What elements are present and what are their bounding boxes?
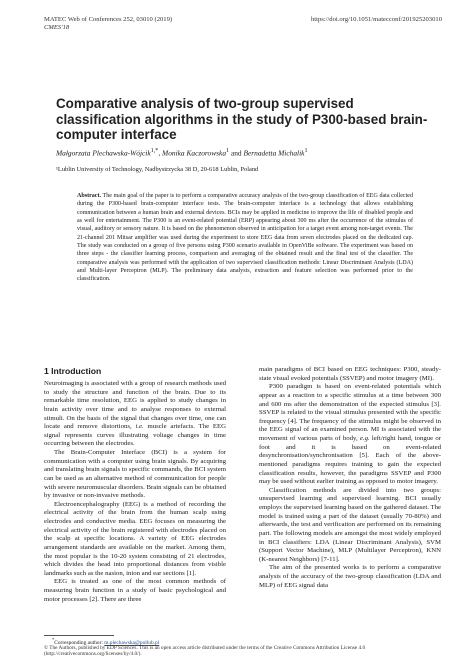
author-separator: and	[229, 148, 244, 158]
author-name: Bernadetta Michalik	[243, 148, 305, 158]
footnote-mark: *	[52, 637, 55, 642]
email-link[interactable]: m.plechawska@pollub.pl	[104, 639, 160, 646]
license-notice	[44, 645, 444, 658]
paragraph: Classification methods are divided into two groups: unsupervised learning and supervised learning. BCI usually employs the supervised learning based on the gathered dataset. The model is trained using a part of the dataset (usually 70-80%) and afterwards, the test and verification are performed on its remaining part. The following models are amongst the most widely employed in BCI classifiers: LDA (Linear Discriminant Analysis), SVM (Support Vector Machine), MLP (Multilayer Perceptron), KNN (K-nearest Neighbors) [7-11].	[259, 486, 441, 563]
abstract	[77, 192, 413, 284]
paragraph	[259, 383, 441, 487]
right-column	[259, 366, 441, 590]
paragraph-text: P300 paradigm is based on event-related potentials which appear as a reaction to a specific stimulus at a time between 300 and 600 ms after the demonstration of the expected stimulus [3]. SSVEP is related to the visual stimulus presented with the specific frequency [4]. The frequency of the stimulus might be observed in the EEG signal of an examined person. MI is associated with the movement of various parts of body,	[259, 383, 441, 442]
left-column	[44, 366, 226, 604]
author-superscript: 1	[304, 148, 308, 154]
author-separator: ,	[158, 148, 163, 158]
author-superscript: 1,*	[150, 148, 159, 154]
abstract-text: The main goal of the paper is to perform a comparative accuracy analysis of the two-group classification of EEG data collected during the P300-based brain-computer interface tests. The brain-computer interface is a technology that allows establishing communication between a human brain and external devices. BCIs may be applied in medicine to improve the life of disabled people and as well for entertainment. The P300 is an event-related potential (ERP) appearing about 300 ms after the occurrence of the stimulus of visual, auditory or sensory nature. It is based on the phenomenon observed in anticipation for a target event among non-target events. The 21-channel 201 Mitsar amplifier was used during the experiment to store EEG data from seven electrodes placed on the dedicated cap. The study was conducted on a group of five persons using P300 scenario available in OpenViBe software. The experiment was based on three steps - the classifier learning process, comparison and averaging of the obtained result and the final test of the classifier. The comparative analysis was performed with the application of two supervised classification methods: Linear Discriminant Analysis (LDA) and Multi-layer Perceptron (MLP). The preliminary data analysis, extraction and feature selection was performed prior to the classification.	[77, 193, 413, 283]
paragraph: The Brain-Computer Interface (BCI) is a system for communication with a computer using brain signals. By acquiring and translating brain signals to specific commands, the BCI system can be used as an alternative method of communication for people with severe neuromuscular disorders. Brain signals can be obtained by invasive or non-invasive methods.	[44, 449, 227, 500]
paper-title: Comparative analysis of two-group supervised classification algorithms in the study of P300-based brain-computer interface	[56, 96, 428, 142]
license-line: (http://creativecommons.org/licenses/by/4.0/).	[44, 651, 142, 658]
conference-name: CMES'18	[44, 24, 70, 31]
author-name: Małgorzata Plechawska-Wójcik	[56, 148, 151, 158]
paragraph: EEG is treated as one of the most common methods of measuring brain function in a study of basic psychological and motor processes [2]. There are three	[44, 578, 226, 603]
paragraph-text: left/right hand, tongue or foot and it is based on event-related desynchronisation/synchronisation [5]. Each of the above-mentioned paradigms requires training to gain the expected classification results, however, the paradigms SSVEP and P300 may be used without earlier training as opposed to motor imagery.	[259, 435, 441, 486]
abstract-label: Abstract.	[77, 193, 102, 199]
journal-citation: MATEC Web of Conferences 252, 03010 (2019)	[44, 16, 173, 23]
paragraph	[44, 380, 226, 449]
footnote-rule	[44, 635, 114, 636]
paragraph: Electroencephalography (EEG) is a method of recording the electrical activity of the brain from the human scalp using electrodes and conductive media. EEG focuses on measuring the electrical activity of the brain registered with electrodes placed on the scalp at specific locations. A variety of EEG electrodes arrangement standards are available on the market. Among them, the most popular is the 10-20 system consisting of 21 electrodes, which divides the head into proportional distances from visible landmarks such as the nasion, inion and ear sections [1].	[44, 500, 226, 577]
author-superscript: 1	[226, 148, 230, 154]
section-heading: 1 Introduction	[44, 366, 102, 376]
author-list	[56, 147, 436, 157]
footnote-label: Corresponding author:	[54, 639, 105, 646]
license-line: © The Authors, published by EDP Sciences. This is an open access article distributed under the terms of the Creative Commons Attribution License 4.0	[44, 645, 366, 651]
paragraph-text: Neuroimaging is associated with a group of research methods used to study the structure and function of the brain. Due to its remarkable time resolution, EEG is applied to study changes in brain activity over time and to analyse responses to external stimuli. On the basis of the signal that changes over time, one can locate and remove distortions,	[44, 380, 226, 431]
doi-link[interactable]: https://doi.org/10.1051/matecconf/201925203010	[310, 16, 442, 23]
affiliation: ¹Lublin University of Technology, Nadbystrzycka 38 D, 20-618 Lublin, Poland	[56, 166, 259, 173]
paragraph-italic: e.g.	[359, 435, 370, 442]
paragraph: main paradigms of BCI based on EEG techniques: P300, steady-state visual evoked potentials (SSVEP) and motor imagery (MI).	[259, 366, 441, 382]
paragraph-italic: i.e.	[135, 423, 144, 431]
paragraph-text: muscle artefacts. The EEG signal represents curves illustrating voltage changes in time occurring between the electrodes.	[44, 423, 226, 448]
paragraph: The aim of the presented works is to perform a comparative analysis of the accuracy of the two-group classification (LDA and MLP) of EEG signal data	[259, 564, 441, 589]
author-name: Monika Kaczorowska	[162, 148, 227, 158]
running-header	[44, 16, 442, 32]
